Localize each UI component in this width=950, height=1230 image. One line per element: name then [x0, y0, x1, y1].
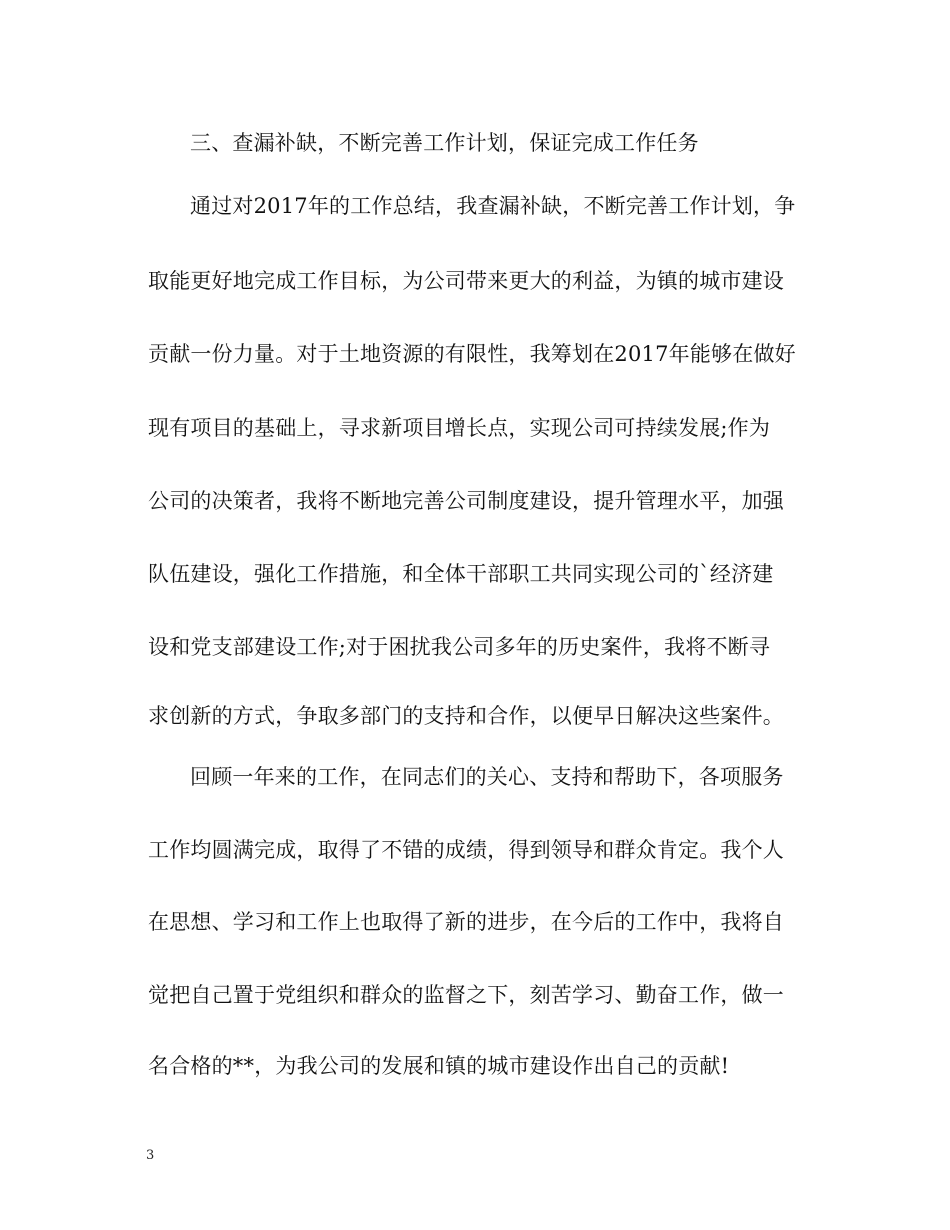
paragraph-1-line-1: 通过对2017年的工作总结，我查漏补缺，不断完善工作计划，争: [190, 194, 796, 218]
paragraph-1-line-4: 现有项目的基础上，寻求新项目增长点，实现公司可持续发展;作为: [148, 416, 771, 440]
page-number: 3: [146, 1148, 155, 1163]
paragraph-1-line-8: 求创新的方式，争取多部门的支持和合作，以便早日解决这些案件。: [148, 704, 784, 728]
paragraph-2-line-1: 回顾一年来的工作，在同志们的关心、支持和帮助下，各项服务: [190, 765, 784, 789]
paragraph-2-line-2: 工作均圆满完成，取得了不错的成绩，得到领导和群众肯定。我个人: [148, 838, 784, 862]
paragraph-1-line-2: 取能更好地完成工作目标，为公司带来更大的利益，为镇的城市建设: [148, 269, 784, 293]
paragraph-2-line-4: 觉把自己置于党组织和群众的监督之下，刻苦学习、勤奋工作，做一: [148, 983, 784, 1007]
paragraph-2-line-3: 在思想、学习和工作上也取得了新的进步，在今后的工作中，我将自: [148, 910, 784, 934]
paragraph-1-line-6: 队伍建设，强化工作措施，和全体干部职工共同实现公司的`经济建: [148, 562, 774, 586]
section-heading: 三、查漏补缺，不断完善工作计划，保证完成工作任务: [190, 131, 699, 155]
paragraph-2-line-5: 名合格的**，为我公司的发展和镇的城市建设作出自己的贡献!: [148, 1054, 730, 1078]
paragraph-1-line-7: 设和党支部建设工作;对于困扰我公司多年的历史案件，我将不断寻: [148, 635, 771, 659]
paragraph-1-line-3: 贡献一份力量。对于土地资源的有限性，我筹划在2017年能够在做好: [148, 342, 796, 366]
paragraph-1-line-5: 公司的决策者，我将不断地完善公司制度建设，提升管理水平，加强: [148, 489, 784, 513]
